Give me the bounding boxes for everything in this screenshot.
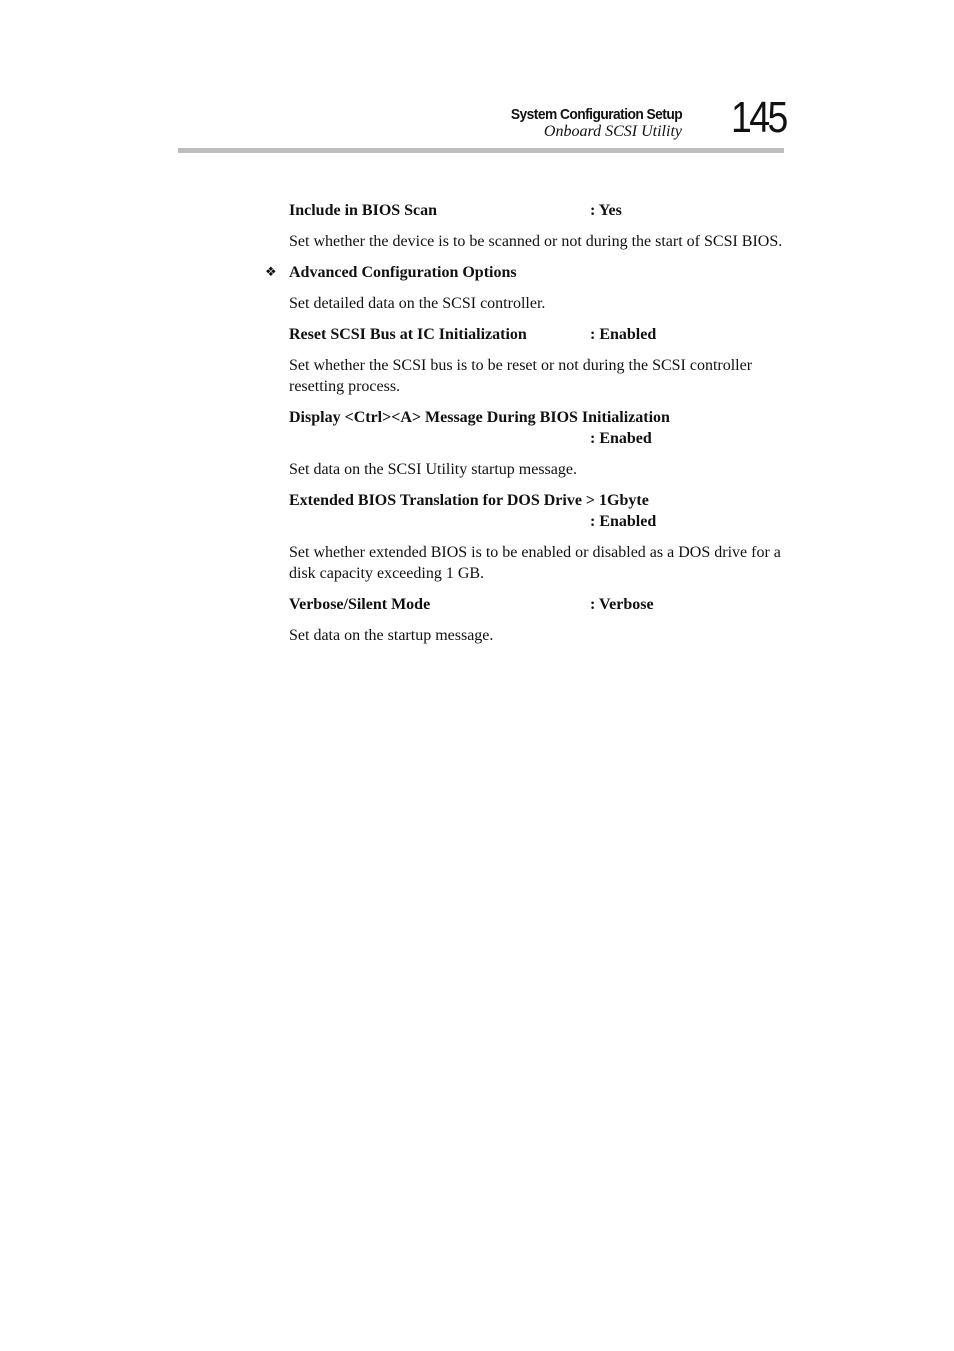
setting-verbose-mode [289, 594, 784, 615]
page-number: 145 [731, 93, 786, 142]
setting-label: Display <Ctrl><A> Message During BIOS Initialization [289, 409, 670, 426]
setting-value: : Yes [590, 202, 622, 219]
advanced-options-heading [265, 262, 784, 283]
section-title: Onboard SCSI Utility [543, 123, 682, 140]
setting-description: Set data on the startup message. [289, 627, 494, 644]
setting-label: Extended BIOS Translation for DOS Drive > 1Gbyte [289, 492, 649, 509]
page-content [265, 200, 784, 656]
setting-label: Include in BIOS Scan [289, 202, 438, 219]
setting-extended-bios [289, 490, 784, 532]
section-description: Set detailed data on the SCSI controller. [289, 295, 546, 312]
setting-label: Verbose/Silent Mode [289, 596, 431, 613]
heading-text: Advanced Configuration Options [289, 264, 517, 281]
setting-description: Set whether the SCSI bus is to be reset or not during the SCSI controller resetting process. [289, 357, 753, 395]
setting-description: Set whether extended BIOS is to be enabled or disabled as a DOS drive for a disk capacity exceeding 1 GB. [289, 544, 781, 582]
header-divider [178, 148, 784, 153]
setting-description: Set whether the device is to be scanned or not during the start of SCSI BIOS. [289, 233, 783, 250]
setting-value: : Enabed [590, 430, 652, 447]
setting-reset-scsi-bus [289, 324, 784, 345]
chapter-title: System Configuration Setup [510, 106, 682, 123]
setting-description: Set data on the SCSI Utility startup message. [289, 461, 577, 478]
page-header [0, 0, 954, 160]
setting-label: Reset SCSI Bus at IC Initialization [289, 326, 527, 343]
setting-value: : Enabled [590, 513, 657, 530]
diamond-bullet-icon: ❖ [265, 265, 277, 280]
setting-include-bios-scan [289, 200, 784, 221]
setting-value: : Verbose [590, 596, 654, 613]
setting-value: : Enabled [590, 326, 657, 343]
setting-display-message [289, 407, 784, 449]
